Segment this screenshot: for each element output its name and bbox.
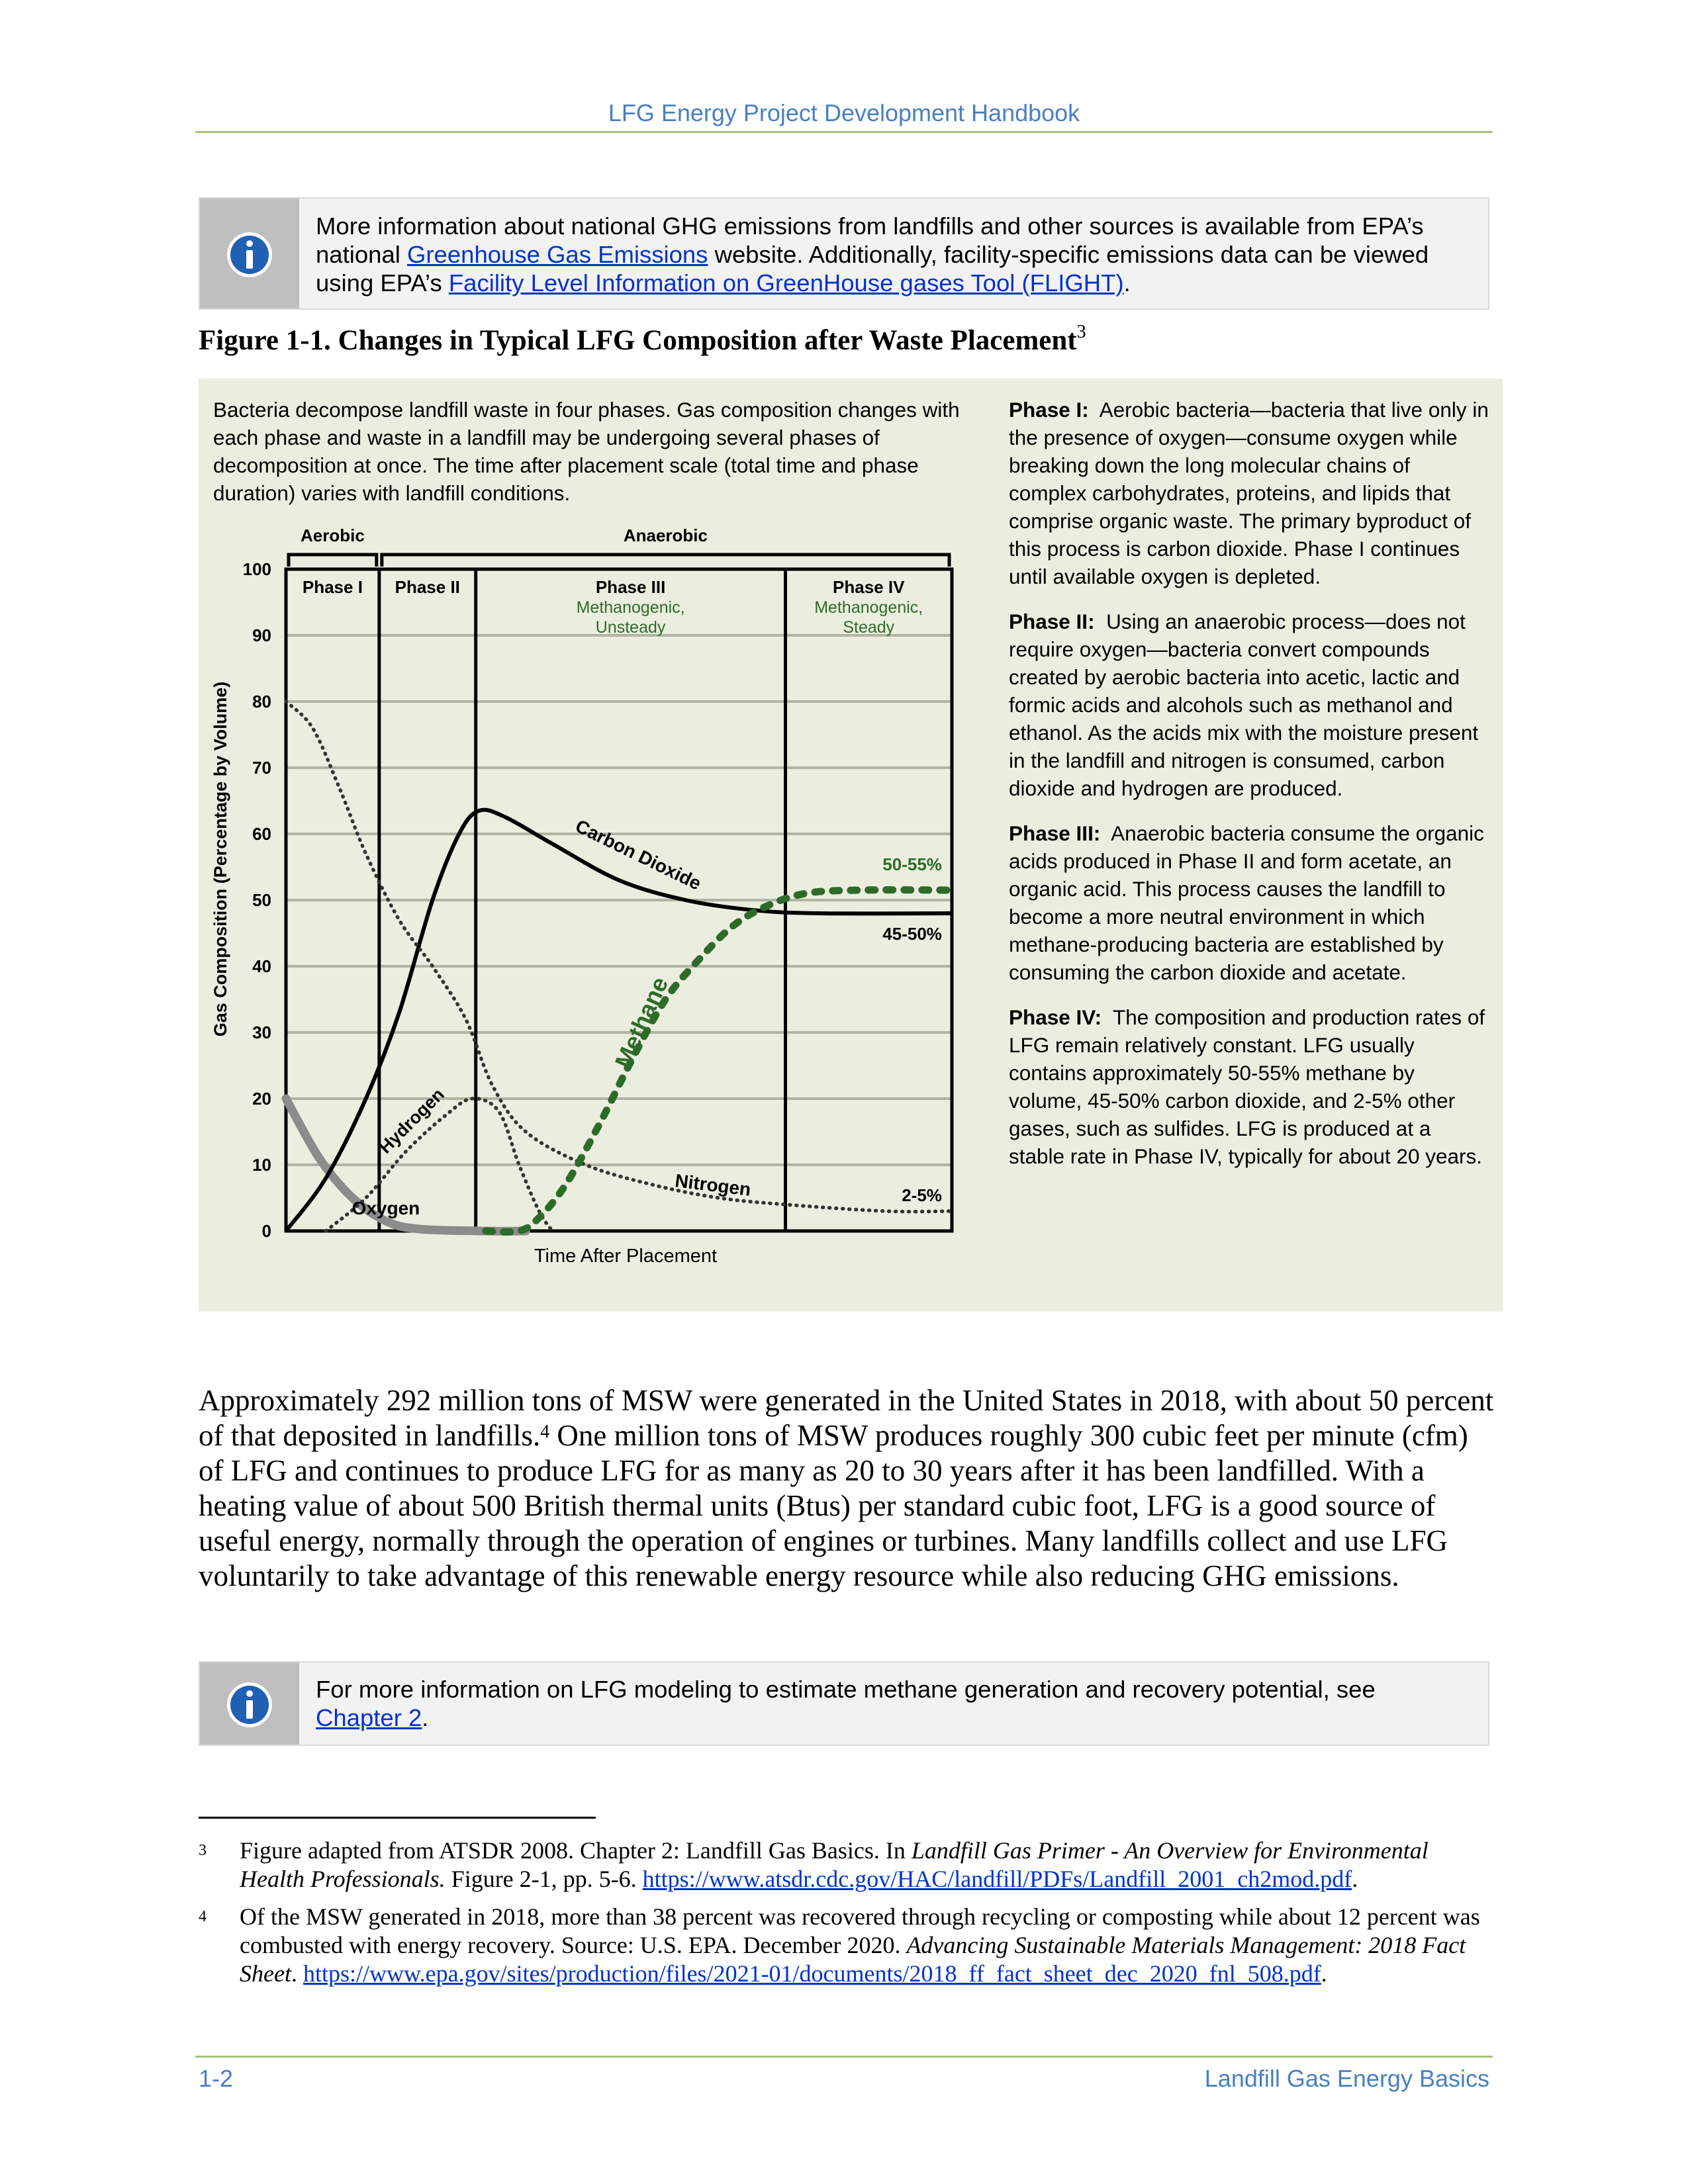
info2-post: . (422, 1704, 429, 1731)
footnote-3-post: . (1352, 1866, 1358, 1892)
figure-intro-text: Bacteria decompose landfill waste in four phases. Gas composition changes with each phase and waste in a landfill may be undergoing several phases of decomposition at once. The time after placement scale (total time and phase duration) varies with landfill conditions. (213, 398, 960, 505)
anaerobic-label: Anaerobic (623, 525, 708, 545)
body-footnote-ref: 4 (540, 1422, 550, 1442)
y-tick-label-0: 0 (261, 1221, 271, 1241)
phase-label-3: Phase III (595, 577, 666, 597)
co2-range-label: 45-50% (882, 924, 942, 944)
footnote-4-post: . (1321, 1960, 1327, 1987)
phase-4-label: Phase IV: (1009, 1005, 1102, 1029)
info-line-2-pre: national (316, 241, 407, 268)
footnote-3-number: 3 (199, 1842, 207, 1859)
series-label-methane: Methane (609, 972, 674, 1072)
y-tick-label-20: 20 (252, 1089, 271, 1109)
figure-title (199, 324, 1086, 357)
y-tick-label-70: 70 (252, 758, 271, 778)
chart-phase-brackets (289, 525, 949, 567)
flight-tool-link[interactable]: Facility Level Information on GreenHouse gases Tool (FLIGHT) (448, 269, 1124, 296)
footnote-4-mid: . (291, 1960, 303, 1987)
footnote-3-pre: Figure adapted from ATSDR 2008. Chapter 2: Landfill Gas Basics. In (240, 1837, 912, 1864)
chart-series-labels (352, 815, 752, 1218)
phase-1-description (1009, 396, 1492, 590)
info2-line-1: For more information on LFG modeling to estimate methane generation and recovery potential, see (316, 1676, 1376, 1703)
phase-descriptions (1009, 396, 1492, 1187)
footnote-3-text (240, 1837, 1496, 1893)
series-label-hydrogen: Hydrogen (375, 1084, 448, 1158)
phase-2-description (1009, 608, 1492, 802)
y-tick-label-50: 50 (252, 890, 271, 910)
phase-3-description (1009, 819, 1492, 986)
chart-annotations (882, 854, 942, 1205)
greenhouse-gas-emissions-link[interactable]: Greenhouse Gas Emissions (407, 241, 708, 268)
footnote-4-pre: Of the MSW generated in 2018, more than 38 percent was recovered through recycling or composting while about 12 percent was combusted with energy recovery. Source: U.S. EPA. December 2020. (240, 1903, 1480, 1958)
info-line-3-pre: using EPA’s (316, 269, 449, 296)
info-callout-icon-column (200, 1662, 299, 1745)
phase-4-description (1009, 1003, 1492, 1170)
methane-range-label: 50-55% (882, 854, 942, 874)
phase-sublabel-4-1: Methanogenic, (814, 598, 923, 617)
phase-label-2: Phase II (395, 577, 460, 597)
series-label-nitrogen: Nitrogen (673, 1170, 753, 1200)
y-tick-label-80: 80 (252, 692, 271, 711)
chart-y-ticks (243, 559, 271, 1241)
body-paragraph (199, 1383, 1496, 1594)
chart-x-axis-label: Time After Placement (534, 1246, 718, 1267)
footnote-4-number: 4 (199, 1908, 207, 1925)
phase-sublabel-4-2: Steady (843, 618, 895, 637)
phase-2-label: Phase II: (1009, 610, 1095, 633)
series-label-carbon-dioxide: Carbon Dioxide (572, 815, 705, 894)
info-callout-icon-column (200, 199, 299, 308)
footnote-4 (199, 1903, 1496, 1992)
lfg-composition-chart (199, 510, 980, 1277)
phase-label-1: Phase I (302, 577, 363, 597)
info-line-1: More information about national GHG emissions from landfills and other sources is available from EPA’s (316, 212, 1424, 240)
chart-y-axis-label: Gas Composition (Percentage by Volume) (211, 681, 230, 1037)
series-label-oxygen: Oxygen (352, 1198, 420, 1218)
phase-sublabel-3-1: Methanogenic, (576, 598, 685, 617)
phase-2-text: Using an anaerobic process—does not require oxygen—bacteria convert compounds created by aerobic bacteria into acetic, lactic and formic acids and alcohols such as methanol and ethanol. As the acids mix with the moisture present in the landfill and nitrogen is consumed, carbon dioxide and hydrogen are produced. (1009, 610, 1479, 800)
page-number: 1-2 (199, 2065, 234, 2092)
y-tick-label-10: 10 (252, 1155, 271, 1175)
info-callout-ghg (199, 197, 1489, 310)
body-sentence-1: Approximately 292 million tons of MSW were generated in the United States in 2018, with about 50 percent of that deposited in landfills. (199, 1384, 1494, 1452)
figure-footnote-ref: 3 (1076, 322, 1086, 342)
info-line-2 (316, 240, 1468, 269)
info-line-3-post: . (1123, 269, 1131, 296)
info-callout-text (316, 212, 1468, 297)
info-icon (225, 1680, 274, 1729)
aerobic-bracket (289, 555, 377, 567)
atsdr-link[interactable]: https://www.atsdr.cdc.gov/HAC/landfill/PDFs/Landfill_2001_ch2mod.pdf (642, 1866, 1352, 1892)
y-tick-label-100: 100 (242, 559, 271, 579)
header-divider (195, 131, 1493, 133)
y-tick-label-60: 60 (252, 824, 271, 844)
body-sentence-rest: One million tons of MSW produces roughly 300 cubic feet per minute (cfm) of LFG and continues to produce LFG for as many as 20 to 30 years after it has been landfilled. With a heating value of about 500 British thermal units (Btus) per standard cubic foot, LFG is a good source of useful energy, normally through the operation of engines or turbines. Many landfills collect and use LFG voluntarily to take advantage of this renewable energy resource while also reducing GHG emissions. (199, 1419, 1468, 1592)
info2-line-2 (316, 1704, 1468, 1732)
aerobic-label: Aerobic (301, 525, 365, 545)
phase-1-label: Phase I: (1009, 398, 1089, 422)
footnote-3 (199, 1837, 1496, 1896)
footnote-4-text (240, 1903, 1496, 1988)
y-tick-label-30: 30 (252, 1023, 271, 1042)
anaerobic-bracket (382, 555, 949, 567)
phase-3-label: Phase III: (1009, 821, 1101, 845)
phase-1-text: Aerobic bacteria—bacteria that live only in the presence of oxygen—consume oxygen while breaking down the long molecular chains of complex carbohydrates, proteins, and lipids that comprise organic waste. The primary byproduct of this process is carbon dioxide. Phase I continues until available oxygen is depleted. (1009, 398, 1489, 588)
page-header-title: LFG Energy Project Development Handbook (608, 99, 1080, 126)
footer-divider (195, 2056, 1493, 2058)
y-tick-label-40: 40 (252, 956, 271, 976)
series-line-carbon-dioxide (286, 810, 952, 1231)
figure-title-text: Figure 1-1. Changes in Typical LFG Composition after Waste Placement (199, 325, 1077, 356)
info-icon (225, 230, 274, 279)
epa-fact-sheet-link[interactable]: https://www.epa.gov/sites/production/files/2021-01/documents/2018_ff_fact_sheet_dec_2020_fnl_508.pdf (303, 1960, 1321, 1987)
chapter-2-link[interactable]: Chapter 2 (316, 1704, 422, 1731)
phase-3-text: Anaerobic bacteria consume the organic acids produced in Phase II and form acetate, an organic acid. This process causes the landfill to become a more neutral environment in which methane-producing bacteria are established by consuming the carbon dioxide and acetate. (1009, 821, 1484, 984)
info-line-2-post: website. Additionally, facility-specific emissions data can be viewed (708, 241, 1429, 268)
footnote-3-title: Landfill Gas Primer - An Overview for Environmental Health Professionals. (240, 1837, 1429, 1892)
phase-sublabel-3-2: Unsteady (595, 618, 666, 637)
info-callout-text (316, 1675, 1468, 1732)
info-callout-modeling (199, 1661, 1489, 1746)
info-line-3 (316, 269, 1468, 297)
nitrogen-range-label: 2-5% (902, 1185, 942, 1205)
footer-section-title: Landfill Gas Energy Basics (1204, 2065, 1489, 2092)
y-tick-label-90: 90 (252, 625, 271, 645)
footnote-3-mid: Figure 2-1, pp. 5-6. (445, 1866, 643, 1892)
chart-phase-labels (303, 577, 923, 637)
footnote-4-title: Advancing Sustainable Materials Management: 2018 Fact Sheet (240, 1932, 1466, 1987)
footnote-divider (199, 1817, 596, 1819)
phase-label-4: Phase IV (833, 577, 905, 597)
phase-4-text: The composition and production rates of LFG remain relatively constant. LFG usually contains approximately 50-55% methane by volume, 45-50% carbon dioxide, and 2-5% other gases, such as sulfides. LFG is produced at a stable rate in Phase IV, typically for about 20 years. (1009, 1005, 1485, 1168)
